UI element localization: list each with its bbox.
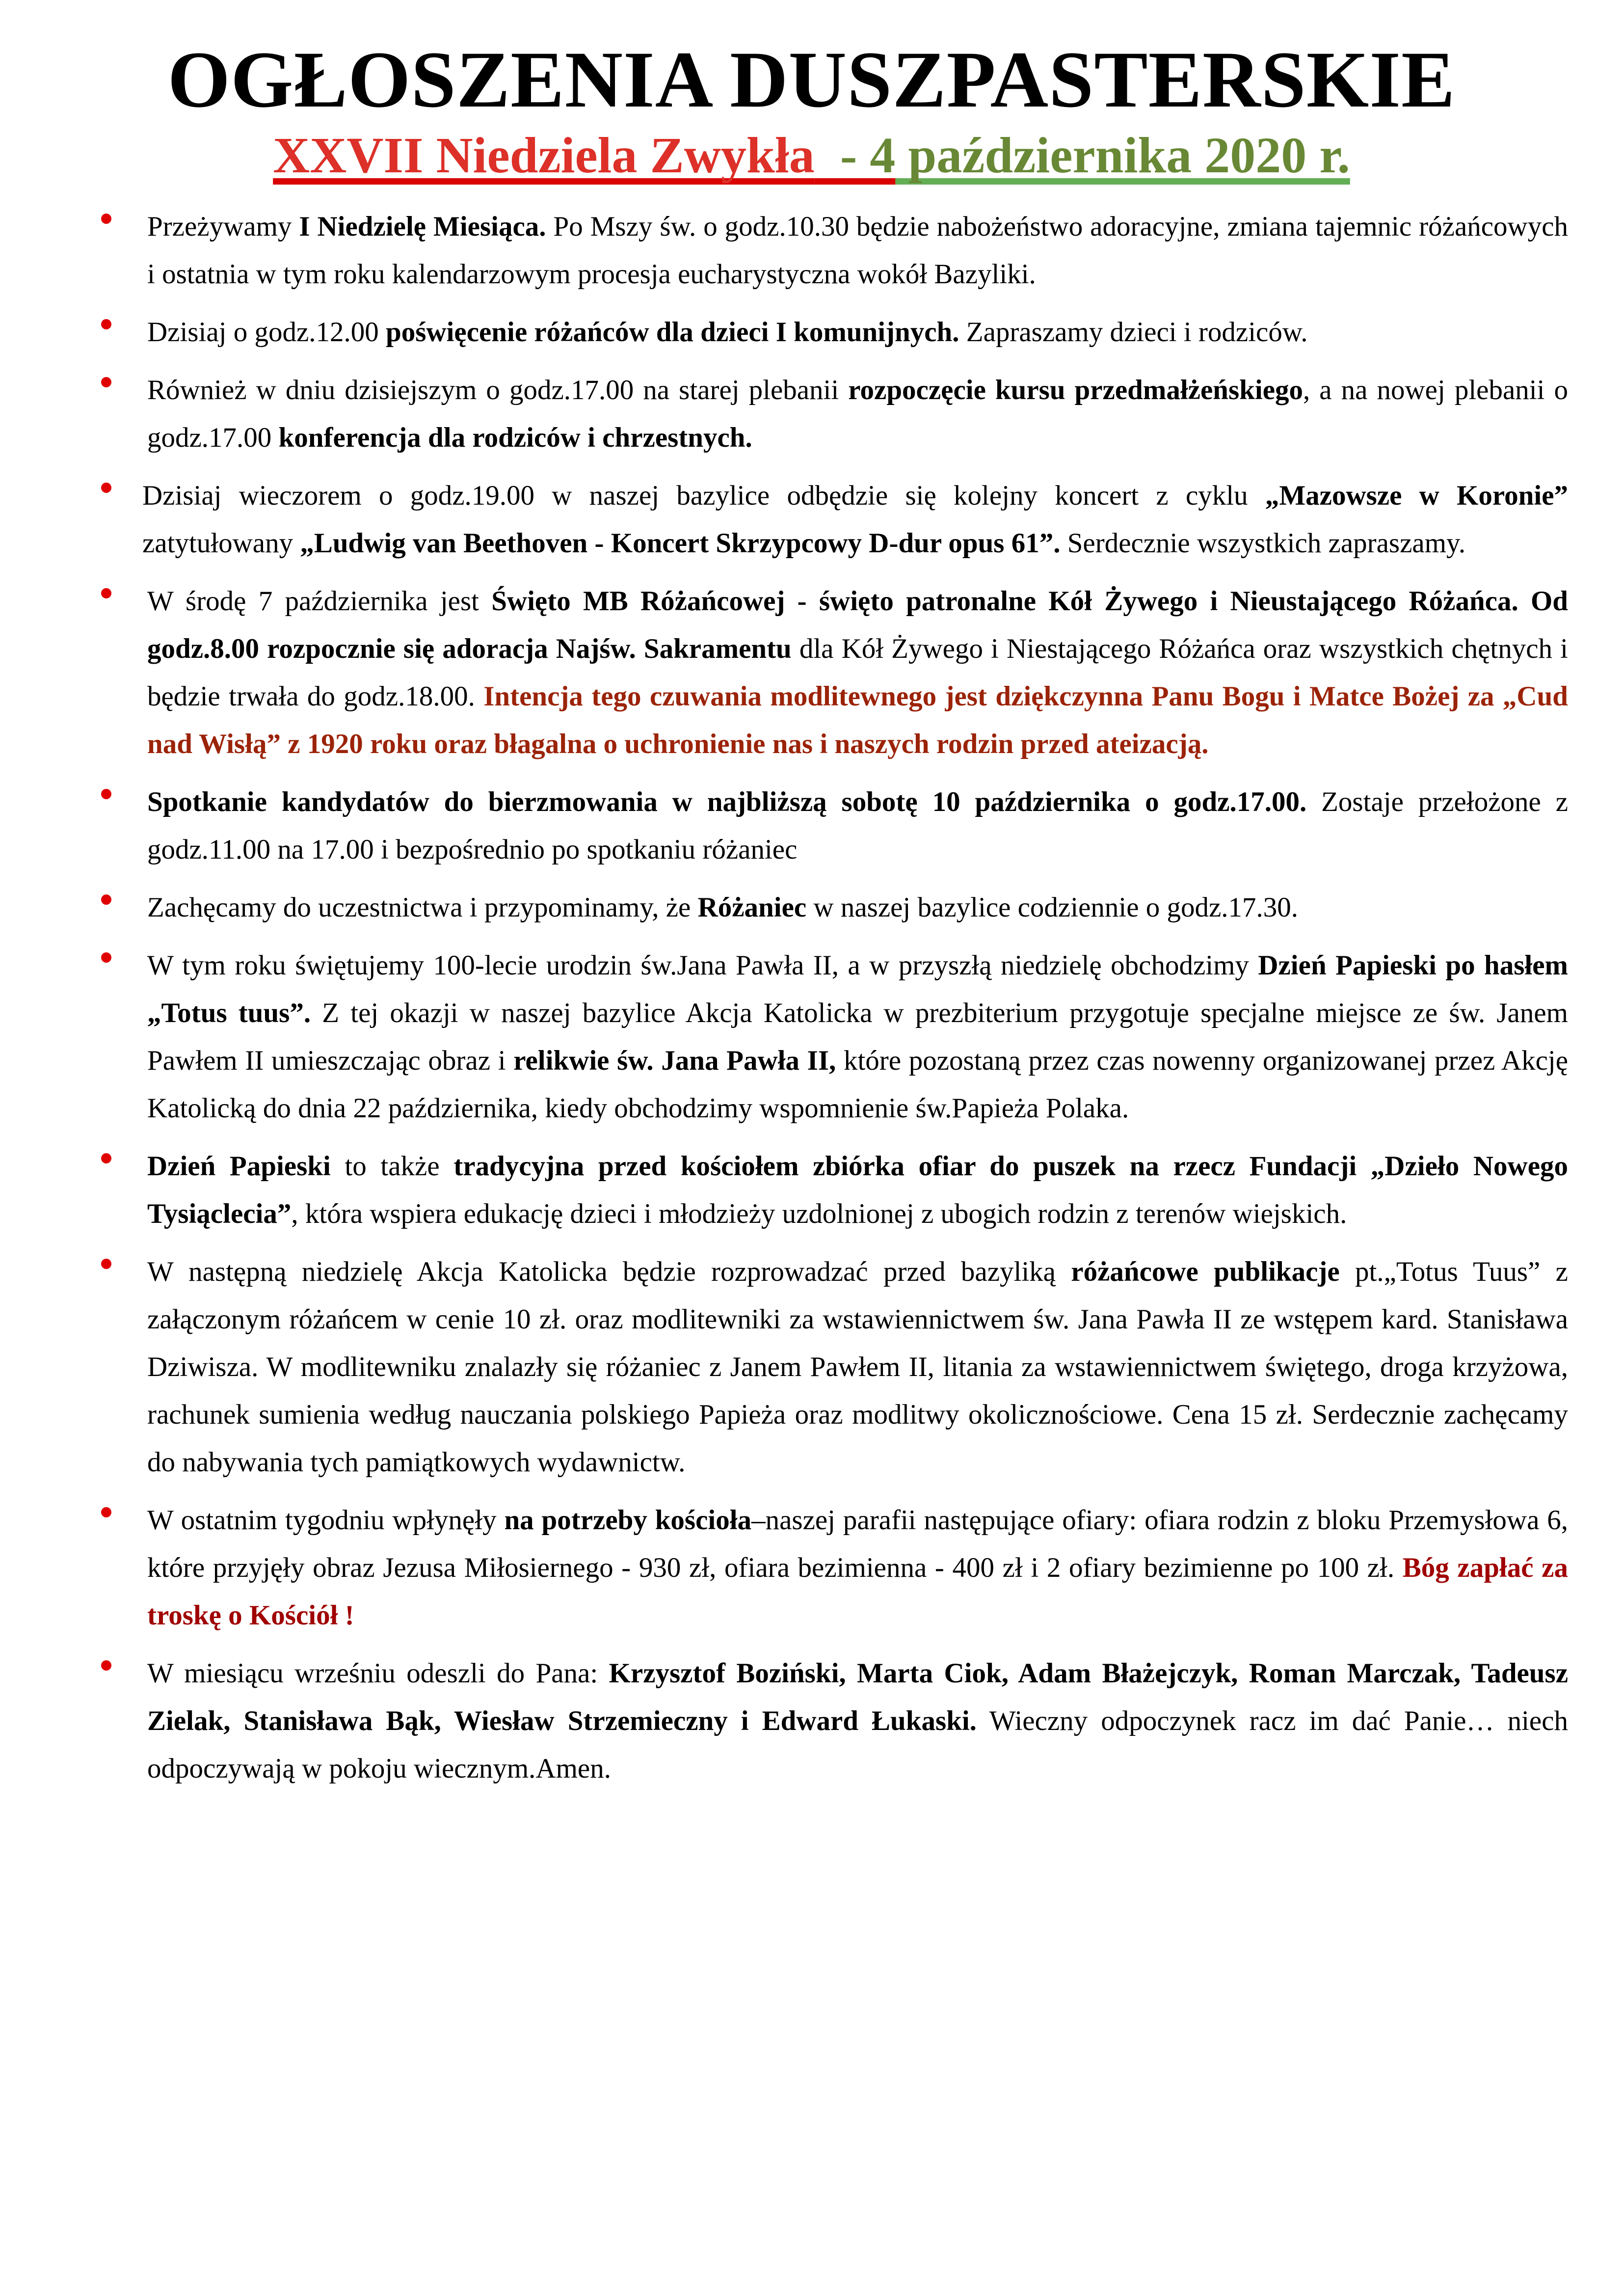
text-run: w naszej bazylice codziennie o godz.17.30. (806, 892, 1299, 923)
announcement-item (0, 778, 1623, 873)
announcement-item (0, 1248, 1623, 1486)
announcement-text (147, 308, 1568, 356)
text-run: dla Kół Żywego i Niestającego Różańca oraz wszystkich chętnych i będzie trwała do godz.18.00. (147, 633, 1568, 712)
announcement-text (142, 472, 1568, 567)
emphasis-run: rozpoczęcie kursu przedmałżeńskiego (848, 375, 1303, 405)
text-run: pt.„Totus Tuus” z załączonym różańcem w cenie 10 zł. oraz modlitewniki za wstawiennictwem św. Jana Pawła II ze wstępem kard. Stanisława Dziwisza. W modlitewniku znalazły się różaniec z Janem Pawłem II, litania za wstawiennictwem świętego, droga krzyżowa, rachunek sumienia według nauczania polskiego Papieża oraz modlitwy okolicznościowe. Cena 15 zł. Serdecznie zachęcamy do nabywania tych pamiątkowych wydawnictw. (147, 1256, 1568, 1478)
text-run: W tym roku świętujemy 100-lecie urodzin św.Jana Pawła II, a w przyszłą niedzielę obchodzimy (147, 950, 1258, 981)
announcement-text (147, 203, 1568, 298)
announcement-item (0, 472, 1623, 567)
announcement-item (0, 1496, 1623, 1639)
text-run: Zachęcamy do uczestnictwa i przypominamy, że (147, 892, 698, 923)
announcement-text (147, 1248, 1568, 1486)
announcement-item (0, 577, 1623, 768)
text-run: , która wspiera edukację dzieci i młodzieży uzdolnionej z ubogich rodzin z terenów wiejskich. (291, 1198, 1347, 1229)
announcement-text (147, 1649, 1568, 1792)
announcement-text (147, 577, 1568, 768)
emphasis-run: relikwie św. Jana Pawła II, (513, 1045, 836, 1076)
bullet-dot-icon (101, 319, 111, 329)
announcement-item (0, 884, 1623, 931)
emphasis-run: I Niedzielę Miesiąca. (299, 211, 546, 242)
text-run: Również w dniu dzisiejszym o godz.17.00 na starej plebanii (147, 375, 849, 405)
announcement-text (147, 884, 1568, 931)
emphasis-run: „Ludwig van Beethoven - Koncert Skrzypcowy D-dur opus 61”. (300, 528, 1061, 559)
announcement-item (0, 366, 1623, 461)
bullet-dot-icon (101, 1259, 111, 1269)
bullet-dot-icon (101, 1153, 111, 1163)
announcement-text (147, 778, 1568, 873)
text-run: które pozostaną przez czas nowenny organizowanej przez Akcję Katolicką do dnia 22 października, kiedy obchodzimy wspomnienie św.Papieża Polaka. (147, 1045, 1569, 1124)
text-run: Zostaje przełożone z godz.11.00 na 17.00 i bezpośrednio po spotkaniu różaniec (147, 786, 1568, 865)
emphasis-run: Bóg zapłać za troskę o Kościół ! (147, 1552, 1568, 1631)
bullet-dot-icon (101, 952, 111, 963)
emphasis-run: różańcowe publikacje (1071, 1256, 1340, 1287)
bullet-dot-icon (101, 214, 111, 224)
bullet-dot-icon (101, 588, 111, 598)
announcement-item (0, 308, 1623, 356)
announcement-item (0, 942, 1623, 1132)
text-run: Przeżywamy (147, 211, 299, 242)
text-run: Serdecznie wszystkich zapraszamy. (1060, 528, 1466, 559)
emphasis-run: tradycyjna przed kościołem zbiórka ofiar do puszek na rzecz Fundacji „Dzieło Nowego Tysiąclecia” (147, 1151, 1568, 1229)
text-run: Dzisiaj o godz.12.00 (147, 317, 386, 348)
subtitle-date-day: - 4 (814, 127, 896, 184)
text-run: W miesiącu wrześniu odeszli do Pana: (147, 1658, 609, 1689)
emphasis-run: Różaniec (697, 892, 807, 923)
bullet-dot-icon (101, 894, 111, 905)
subtitle-date-month-year: października 2020 r. (895, 127, 1350, 184)
text-run: , a na nowej plebanii o godz.17.00 (147, 375, 1568, 453)
announcement-text (147, 1142, 1568, 1238)
announcements-list (0, 203, 1623, 1803)
emphasis-run: Święto MB Różańcowej - święto patronalne Kół Żywego i Nieustającego Różańca. Od godz.8.00 rozpocznie się adoracja Najśw. Sakramentu (147, 586, 1568, 664)
bullet-dot-icon (101, 483, 111, 493)
announcement-item (0, 203, 1623, 298)
text-run: W następną niedzielę Akcja Katolicka będzie rozprowadzać przed bazyliką (147, 1256, 1071, 1287)
text-run: Dzisiaj wieczorem o godz.19.00 w naszej bazylice odbędzie się kolejny koncert z cyklu (142, 480, 1265, 511)
text-run: Zapraszamy dzieci i rodziców. (959, 317, 1308, 348)
emphasis-run: „Mazowsze w Koronie” (1265, 480, 1568, 511)
text-run: W środę 7 października jest (147, 586, 492, 617)
emphasis-run: Krzysztof Boziński, Marta Ciok, Adam Błażejczyk, Roman Marczak, Tadeusz Zielak, Stanisława Bąk, Wiesław Strzemieczny i Edward Łukaski. (147, 1658, 1569, 1736)
text-run: Z tej okazji w naszej bazylice Akcja Katolicka w prezbiterium przygotuje specjalne miejsce ze św. Janem Pawłem II umieszczając obraz i (147, 998, 1568, 1076)
page-title: OGŁOSZENIA DUSZPASTERSKIE (167, 35, 1456, 124)
announcement-text (147, 366, 1568, 461)
announcement-text (147, 942, 1568, 1132)
subtitle-sunday-name: XXVII Niedziela Zwykła (273, 127, 815, 184)
emphasis-run: poświęcenie różańców dla dzieci I komunijnych. (386, 317, 959, 348)
bullet-dot-icon (101, 1660, 111, 1671)
emphasis-run: Dzień Papieski (147, 1151, 331, 1182)
text-run: Po Mszy św. o godz.10.30 będzie nabożeństwo adoracyjne, zmiana tajemnic różańcowych i ostatnia w tym roku kalendarzowym procesja eucharystyczna wokół Bazyliki. (147, 211, 1569, 290)
emphasis-run: Dzień Papieski po hasłem „Totus tuus”. (147, 950, 1568, 1028)
bullet-dot-icon (101, 377, 111, 387)
bullet-dot-icon (101, 789, 111, 799)
text-run: to także (330, 1151, 454, 1182)
announcement-item (0, 1142, 1623, 1238)
text-run: –naszej parafii następujące ofiary: ofiara rodzin z bloku Przemysłowa 6, które przyjęły obraz Jezusa Miłosiernego - 930 zł, ofiara bezimienna - 400 zł i 2 ofiary bezimienne po 100 zł. (147, 1505, 1569, 1583)
announcement-text (147, 1496, 1568, 1639)
text-run: Wieczny odpoczynek racz im dać Panie… niech odpoczywają w pokoju wiecznym.Amen. (147, 1705, 1568, 1784)
text-run: W ostatnim tygodniu wpłynęły (147, 1505, 505, 1536)
emphasis-run: konferencja dla rodziców i chrzestnych. (278, 422, 752, 453)
emphasis-run: na potrzeby kościoła (504, 1505, 752, 1536)
text-run: zatytułowany (142, 528, 300, 559)
announcement-item (0, 1649, 1623, 1792)
emphasis-run: Intencja tego czuwania modlitewnego jest dziękczynna Panu Bogu i Matce Bożej za „Cud nad Wisłą” z 1920 roku oraz błagalna o uchronienie nas i naszych rodzin przed ateizacją. (147, 681, 1569, 759)
page-subtitle (0, 124, 1623, 188)
emphasis-run: Spotkanie kandydatów do bierzmowania w najbliższą sobotę 10 października o godz.17.00. (147, 786, 1307, 817)
bullet-dot-icon (101, 1507, 111, 1517)
